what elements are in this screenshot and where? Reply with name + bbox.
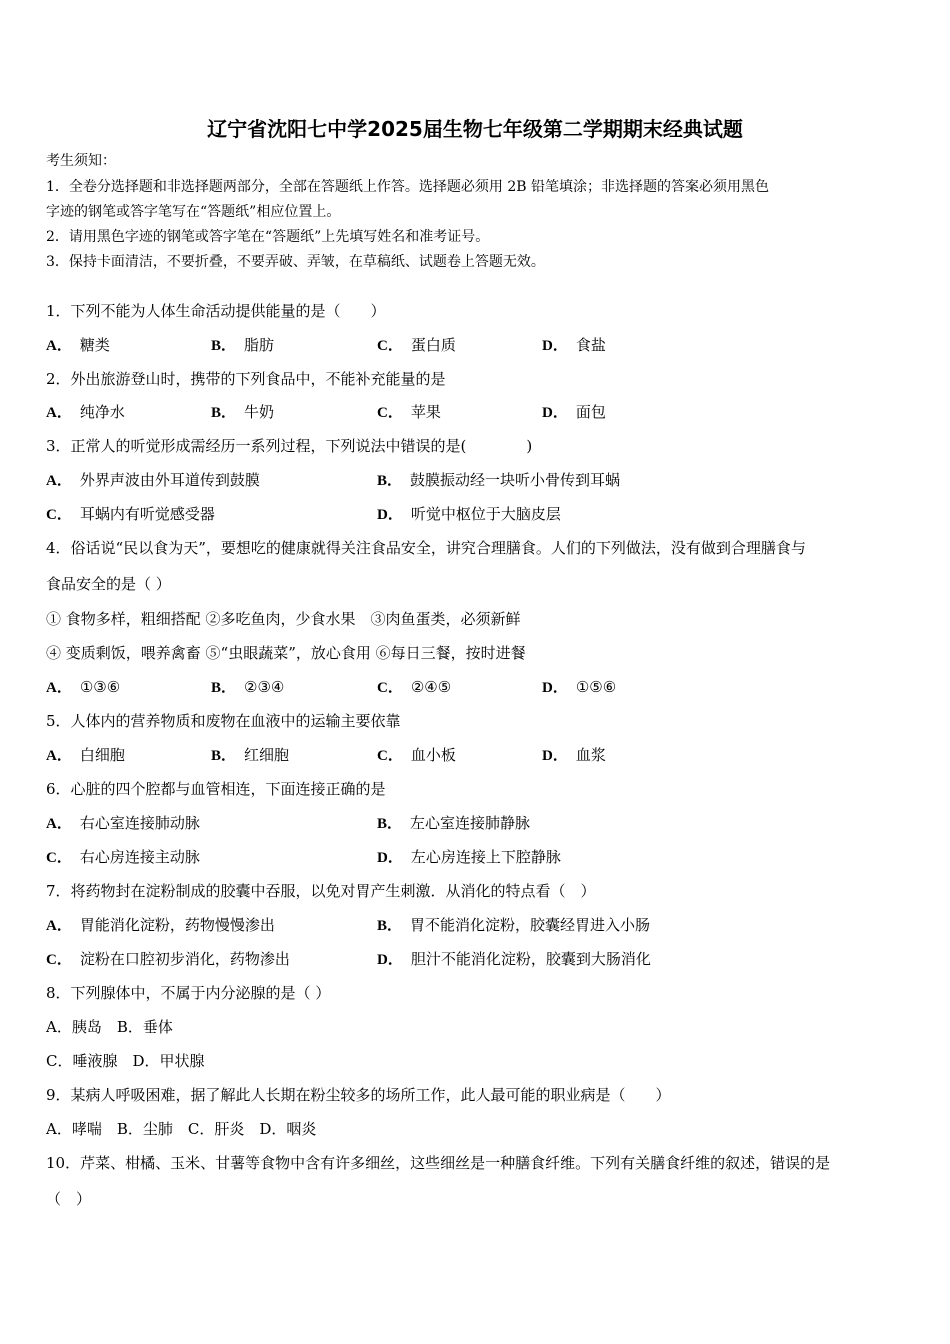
question-7-option-c: C． 淀粉在口腔初步消化，药物渗出 bbox=[46, 950, 290, 968]
question-5-option-d: D． 血浆 bbox=[542, 746, 606, 764]
question-3-option-c: C． 耳蜗内有听觉感受器 bbox=[46, 505, 215, 523]
question-1-option-b: B． 脂肪 bbox=[211, 336, 275, 354]
notice-line-3: 3．保持卡面清洁，不要折叠，不要弄破、弄皱，在草稿纸、试题卷上答题无效。 bbox=[46, 254, 545, 270]
question-1-option-c: C． 蛋白质 bbox=[377, 336, 456, 354]
question-3-stem: 3．正常人的听觉形成需经历一系列过程，下列说法中错误的是( ) bbox=[46, 437, 533, 455]
exam-title: 辽宁省沈阳七中学2025届生物七年级第二学期期末经典试题 bbox=[207, 117, 743, 141]
question-4-stem-line-2: 食品安全的是（ ） bbox=[46, 575, 171, 593]
question-6-option-c: C． 右心房连接主动脉 bbox=[46, 848, 200, 866]
question-9-options-row: A．哮喘 B．尘肺 C．肝炎 D．咽炎 bbox=[46, 1120, 317, 1138]
question-5-option-b: B． 红细胞 bbox=[211, 746, 290, 764]
question-2-option-a: A． 纯净水 bbox=[46, 403, 125, 421]
notice-line-1a: 1．全卷分选择题和非选择题两部分，全部在答题纸上作答。选择题必须用 2B 铅笔填涂；非选择题的答案必须用黑色 bbox=[46, 179, 769, 195]
question-10-stem-line-1: 10．芹菜、柑橘、玉米、甘薯等食物中含有许多细丝，这些细丝是一种膳食纤维。下列有关膳食纤维的叙述，错误的是 bbox=[46, 1154, 831, 1172]
notice-line-2: 2．请用黑色字迹的钢笔或答字笔在“答题纸”上先填写姓名和准考证号。 bbox=[46, 229, 490, 245]
question-4-item-line-2: ④ 变质剩饭，喂养禽畜 ⑤“虫眼蔬菜”，放心食用 ⑥每日三餐，按时进餐 bbox=[46, 644, 526, 662]
question-1-stem: 1．下列不能为人体生命活动提供能量的是（ ） bbox=[46, 302, 386, 320]
question-3-option-d: D． 听觉中枢位于大脑皮层 bbox=[377, 505, 561, 523]
question-4-stem-line-1: 4．俗话说“民以食为天”，要想吃的健康就得关注食品安全，讲究合理膳食。人们的下列做法，没有做到合理膳食与 bbox=[46, 539, 806, 557]
question-4-option-c: C． ②④⑤ bbox=[377, 678, 452, 696]
question-5-stem: 5．人体内的营养物质和废物在血液中的运输主要依靠 bbox=[46, 712, 401, 730]
question-5-option-c: C． 血小板 bbox=[377, 746, 456, 764]
question-2-option-d: D． 面包 bbox=[542, 403, 606, 421]
question-7-stem: 7．将药物封在淀粉制成的胶囊中吞服，以免对胃产生刺激．从消化的特点看（ ） bbox=[46, 882, 596, 900]
question-2-option-c: C． 苹果 bbox=[377, 403, 441, 421]
question-8-options-row-1: A．胰岛 B．垂体 bbox=[46, 1018, 173, 1036]
question-4-option-d: D． ①⑤⑥ bbox=[542, 678, 617, 696]
question-6-option-a: A． 右心室连接肺动脉 bbox=[46, 814, 200, 832]
question-6-option-d: D． 左心房连接上下腔静脉 bbox=[377, 848, 561, 866]
question-3-option-b: B． 鼓膜振动经一块听小骨传到耳蜗 bbox=[377, 471, 621, 489]
question-2-stem: 2．外出旅游登山时，携带的下列食品中，不能补充能量的是 bbox=[46, 370, 446, 388]
question-4-option-a: A． ①③⑥ bbox=[46, 678, 121, 696]
question-3-option-a: A． 外界声波由外耳道传到鼓膜 bbox=[46, 471, 260, 489]
question-7-option-d: D． 胆汁不能消化淀粉，胶囊到大肠消化 bbox=[377, 950, 651, 968]
question-5-option-a: A． 白细胞 bbox=[46, 746, 125, 764]
question-1-option-a: A． 糖类 bbox=[46, 336, 110, 354]
notice-heading: 考生须知： bbox=[46, 153, 116, 169]
question-6-option-b: B． 左心室连接肺静脉 bbox=[377, 814, 531, 832]
question-6-stem: 6．心脏的四个腔都与血管相连，下面连接正确的是 bbox=[46, 780, 386, 798]
question-4-item-line-1: ① 食物多样，粗细搭配 ②多吃鱼肉，少食水果 ③肉鱼蛋类，必须新鲜 bbox=[46, 610, 521, 628]
question-7-option-b: B． 胃不能消化淀粉，胶囊经胃进入小肠 bbox=[377, 916, 651, 934]
question-8-options-row-2: C．唾液腺 D．甲状腺 bbox=[46, 1052, 205, 1070]
question-1-option-d: D． 食盐 bbox=[542, 336, 606, 354]
question-4-option-b: B． ②③④ bbox=[211, 678, 285, 696]
question-9-stem: 9．某病人呼吸困难，据了解此人长期在粉尘较多的场所工作，此人最可能的职业病是（ ） bbox=[46, 1086, 671, 1104]
question-10-stem-line-2: （ ） bbox=[46, 1190, 92, 1208]
question-8-stem: 8．下列腺体中，不属于内分泌腺的是（ ） bbox=[46, 984, 331, 1002]
question-7-option-a: A． 胃能消化淀粉，药物慢慢渗出 bbox=[46, 916, 275, 934]
question-2-option-b: B． 牛奶 bbox=[211, 403, 275, 421]
notice-line-1b: 字迹的钢笔或答字笔写在“答题纸”相应位置上。 bbox=[46, 204, 341, 220]
